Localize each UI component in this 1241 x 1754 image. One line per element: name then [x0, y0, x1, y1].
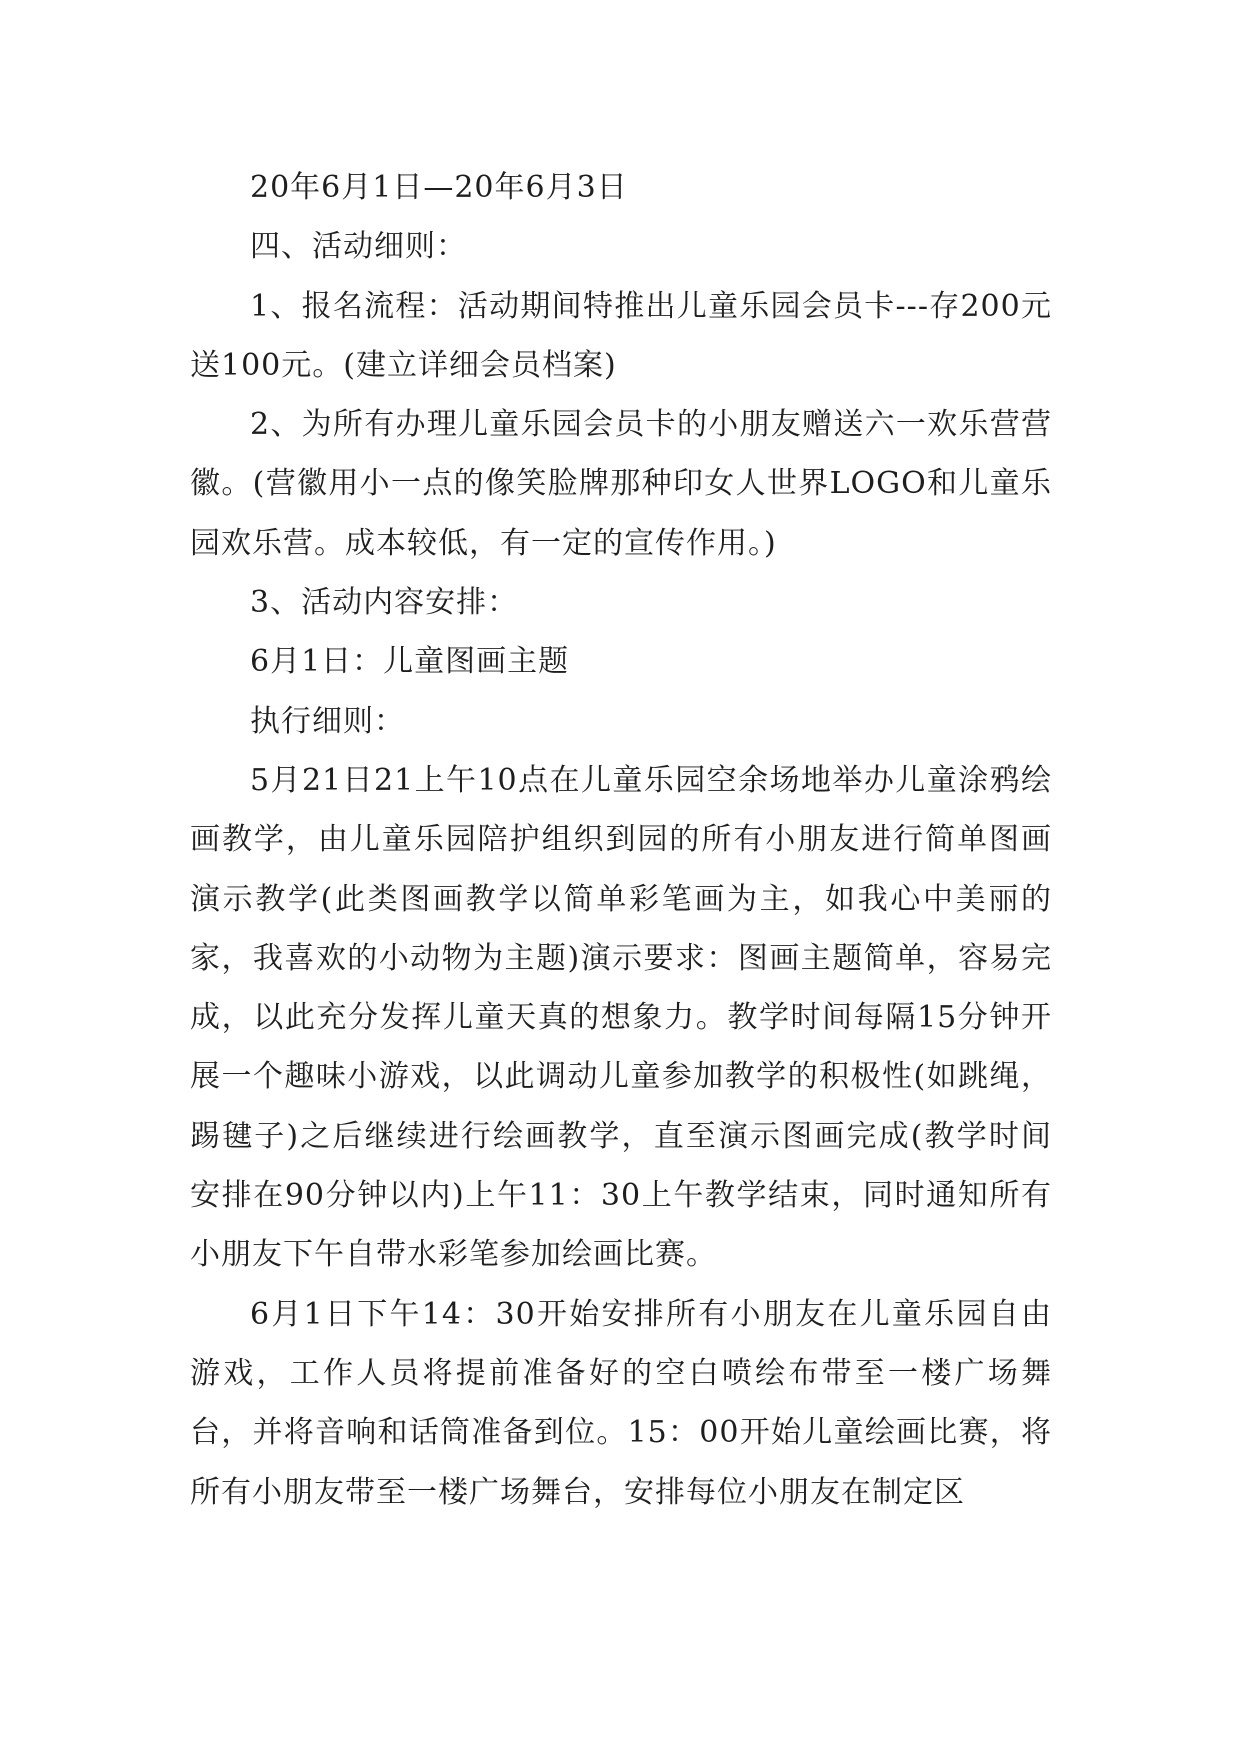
afternoon-contest-paragraph: 6月1日下午14：30开始安排所有小朋友在儿童乐园自由游戏，工作人员将提前准备好的空白喷绘布带至一楼广场舞台，并将音响和话筒准备到位。15：00开始儿童绘画比赛，将所有小朋友带至一楼广场舞台，安排每位小朋友在制定区	[190, 1296, 1052, 1510]
rule-3-heading: 3、活动内容安排：	[250, 585, 519, 621]
document-page	[190, 158, 1052, 1522]
rule-2-badge: 2、为所有办理儿童乐园会员卡的小朋友赠送六一欢乐营营徽。(营徽用小一点的像笑脸牌那种印女人世界LOGO和儿童乐园欢乐营。成本较低，有一定的宣传作用。)	[190, 407, 1052, 561]
execution-details-heading: 执行细则：	[250, 703, 405, 739]
rule-1-registration: 1、报名流程：活动期间特推出儿童乐园会员卡---存200元送100元。(建立详细会员档案)	[190, 288, 1052, 383]
section-heading-activity-rules: 四、活动细则：	[250, 229, 467, 265]
day-1-theme: 6月1日：儿童图画主题	[250, 644, 570, 680]
morning-teaching-paragraph: 5月21日21上午10点在儿童乐园空余场地举办儿童涂鸦绘画教学，由儿童乐园陪护组织到园的所有小朋友进行简单图画演示教学(此类图画教学以简单彩笔画为主，如我心中美丽的家，我喜欢的小动物为主题)演示要求：图画主题简单，容易完成，以此充分发挥儿童天真的想象力。教学时间每隔15分钟开展一个趣味小游戏，以此调动儿童参加教学的积极性(如跳绳，踢毽子)之后继续进行绘画教学，直至演示图画完成(教学时间安排在90分钟以内)上午11：30上午教学结束，同时通知所有小朋友下午自带水彩笔参加绘画比赛。	[190, 762, 1052, 1273]
date-range-line: 20年6月1日—20年6月3日	[250, 170, 628, 205]
